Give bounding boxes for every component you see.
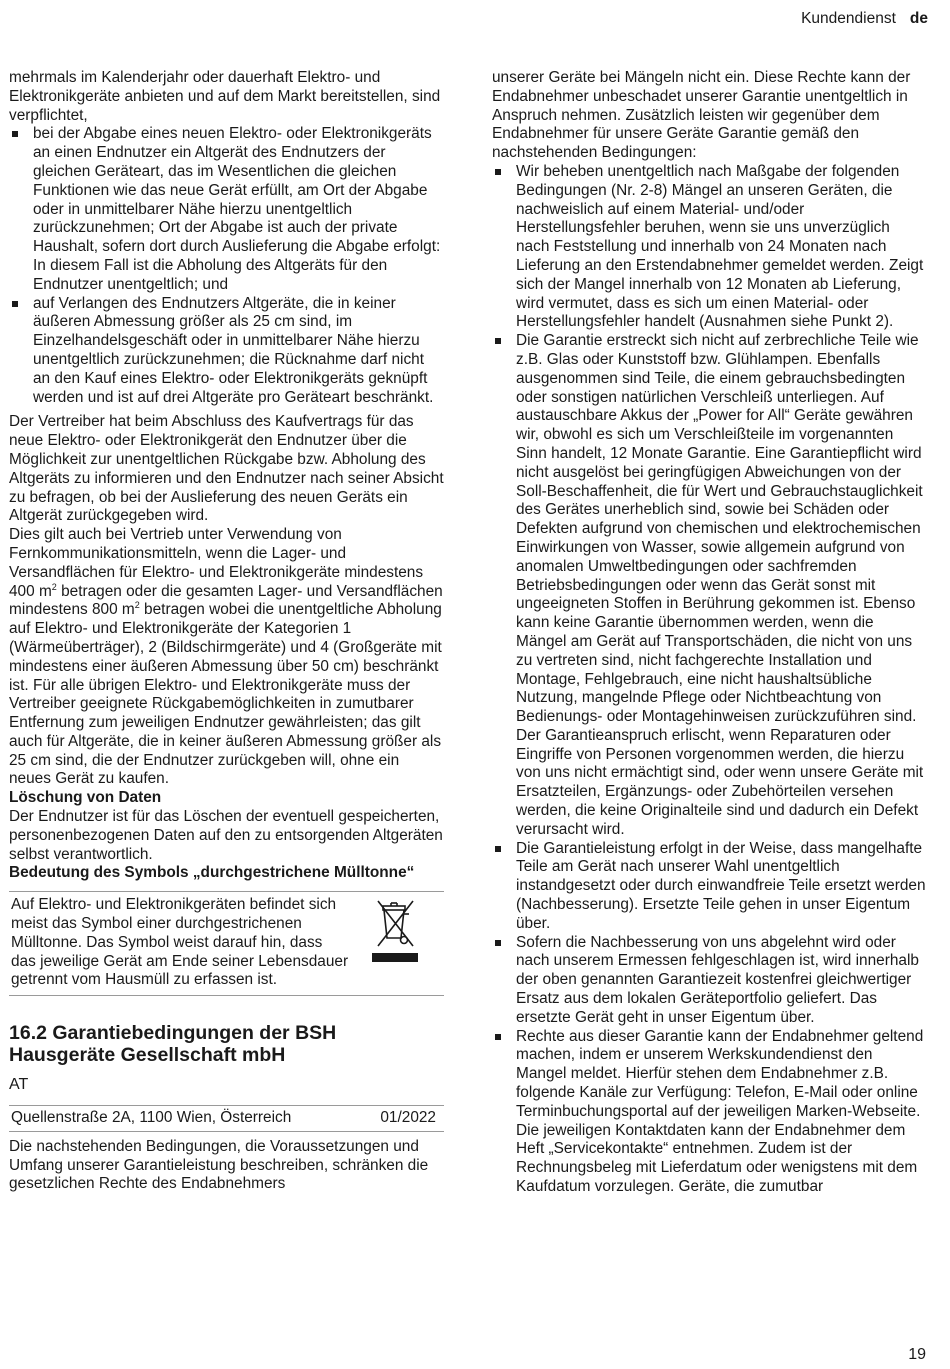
superscript: 2 xyxy=(51,581,57,592)
paragraph-text: betragen wobei die unentgeltliche Abholung auf Elektro- und Elektronikgeräte der Kategorien 1 (Wärmeüberträger), 2 (Bildschirmgeräte) und 4 (Großgeräte mit mindestens einer äußeren Abmessung über 50 cm) beschränkt ist. Für alle übrigen Elektro- und Elektronikgeräte muss der Vertreiber geeignete Rückgabemöglichkeiten in zumutbarer Entfernung zum jeweiligen Endnutzer gewährleisten; das gilt auch für Altgeräte, die in keiner äußeren Abmessung größer als 25 cm sind, die der Endnutzer zurückgeben will, ohne ein neues Gerät zu kaufen. xyxy=(9,601,442,788)
page-number: 19 xyxy=(908,1346,926,1364)
right-column xyxy=(492,69,927,1197)
list-item: auf Verlangen des Endnutzers Altgeräte, die in keiner äußeren Abmessung größer als 25 cm sind, im Einzelhandelsgeschäft oder in unmittelbarer Nähe hierzu unentgeltlich zurückzunehmen; die Rücknahme darf nicht an den Kauf eines Elektro- oder Elektronikgeräts geknüpft werden und ist auf drei Altgeräte pro Geräteart beschränkt. xyxy=(9,295,444,408)
header-language-code: de xyxy=(909,10,928,27)
left-intro-paragraph: mehrmals im Kalenderjahr oder dauerhaft Elektro- und Elektronikgeräte anbieten und auf dem Markt bereitstellen, sind verpflichtet, xyxy=(9,69,441,124)
address-row xyxy=(9,1105,444,1132)
page-header xyxy=(801,10,928,29)
heading-symbol-meaning: Bedeutung des Symbols „durchgestrichene Mülltonne“ xyxy=(9,864,415,882)
right-intro-paragraph: unserer Geräte bei Mängeln nicht ein. Diese Rechte kann der Endabnehmer unbeschadet unserer Garantie unentgeltlich in Anspruch nehmen. Zusätzlich leisten wir gegenüber dem Endabnehmer für unsere Geräte Garantie gemäß den nachstehenden Bedingungen: xyxy=(492,69,911,162)
company-address: Quellenstraße 2A, 1100 Wien, Österreich xyxy=(11,1109,292,1127)
guarantee-intro-paragraph: Die nachstehenden Bedingungen, die Voraussetzungen und Umfang unserer Garantieleistung beschreiben, schränken die gesetzlichen Rechte des Endabnehmers xyxy=(9,1137,429,1193)
paragraph-text: betragen oder die gesamten Lager- und Versandflächen mindestens 800 m xyxy=(9,582,443,619)
list-item: Rechte aus dieser Garantie kann der Endabnehmer geltend machen, indem er unserem Werkskundendienst den Mangel meldet. Hierfür stehen dem Endabnehmer z.B. folgende Kanäle zur Verfügung: Telefon, E-Mail oder online Terminbuchungsportal auf der jeweiligen Marken-Webseite. Die jeweiligen Kontaktdaten kann der Endabnehmer dem Heft „Servicekontakte“ entnehmen. Zudem ist der Rechnungsbeleg mit Lieferdatum oder wenigstens mit dem Kaufdatum vorzulegen. Geräte, die zumutbar xyxy=(492,1028,927,1197)
document-date: 01/2022 xyxy=(380,1109,436,1127)
list-item: Wir beheben unentgeltlich nach Maßgabe der folgenden Bedingungen (Nr. 2-8) Mängel an unseren Geräten, die nachweislich auf einem Material- und/oder Herstellungsfehler beruhen, wenn sie uns unverzüglich nach Feststellung und innerhalb von 24 Monaten nach Lieferung an den Erstendabnehmer gemeldet werden. Zeigt sich der Mangel innerhalb von 12 Monaten ab Lieferung, wird vermutet, dass es sich um einen Material- oder Herstellungsfehler handelt (Ausnahmen siehe Punkt 2). xyxy=(492,163,927,332)
heading-data-deletion: Löschung von Daten xyxy=(9,789,162,807)
guarantee-conditions-list xyxy=(492,163,927,1197)
fernkommunikation-paragraph xyxy=(9,526,444,789)
country-code: AT xyxy=(9,1076,29,1094)
list-item: Sofern die Nachbesserung von uns abgelehnt wird oder nach unserem Ermessen fehlgeschlagen ist, wird innerhalb der oben genannten Garantiezeit kostenfrei gleichwertiger Ersatz aus dem lokalen Geräteportfolio geliefert. Das ersetzte Gerät geht in unser Eigentum über. xyxy=(492,934,927,1028)
header-section-title: Kundendienst xyxy=(801,10,896,27)
section-title: 16.2 Garantiebedingungen der BSH Hausgeräte Gesellschaft mbH xyxy=(9,1022,337,1067)
data-deletion-paragraph: Der Endnutzer ist für das Löschen der eventuell gespeicherten, personenbezogenen Daten auf den zu entsorgenden Altgeräten selbst verantwortlich. xyxy=(9,808,443,863)
list-item: Die Garantieleistung erfolgt in der Weise, dass mangelhafte Teile am Gerät nach unserer Wahl unentgeltlich instandgesetzt oder durch einwandfreie Teile ersetzt werden (Nachbesserung). Ersetzte Teile gehen in unser Eigentum über. xyxy=(492,840,927,934)
list-item: Die Garantie erstreckt sich nicht auf zerbrechliche Teile wie z.B. Glas oder Kunststoff bzw. Glühlampen. Ebenfalls ausgenommen sind Teile, die einem gebrauchsbedingten oder sonstigen natürlichen Verschleiß unterliegen. Auf austauschbare Akkus der „Power for All“ Geräte gewähren wir, obwohl es sich um Verschleißteile im vorgenannten Sinn handelt, 12 Monate Garantie. Eine Garantiepflicht wird nicht ausgelöst bei geringfügigen Abweichungen von der Soll-Beschaffenheit, die für Wert und Gebrauchstauglichkeit des Gerätes unerheblich sind, sowie bei Schäden oder Defekten aufgrund von chemischen und elektrochemischen Einwirkungen von Wasser, sowie allgemein aufgrund von anomalen Umweltbedingungen oder sachfremden Betriebsbedingungen oder wenn das Gerät sonst mit ungeeigneten Stoffen in Berührung gekommen ist. Ebenso kann keine Garantie übernommen werden, wenn die Mängel am Gerät auf Transportschäden, die nicht von uns zu vertreten sind, nicht fachgerechte Installation und Montage, Fehlgebrauch, eine nicht haushaltsübliche Nutzung, mangelnde Pflege oder Nichtbeachtung von Bedienungs- oder Montagehinweisen zurückzuführen sind. Der Garantieanspruch erlischt, wenn Reparaturen oder Eingriffe von Personen vorgenommen werden, die hierzu von uns nicht ermächtigt sind, oder wenn unsere Geräte mit Ersatzteilen, Ergänzungs- oder Zubehörteilen versehen werden, die keine Originalteile sind und dadurch ein Defekt verursacht wird. xyxy=(492,332,927,840)
symbol-underline-bar xyxy=(372,953,418,962)
left-column xyxy=(9,69,444,1194)
symbol-description: Auf Elektro- und Elektronikgeräten befindet sich meist das Symbol einer durchgestrichenen Mülltonne. Das Symbol weist darauf hin, dass das jeweilige Gerät am Ende seiner Lebensdauer getrennt vom Hausmüll zu erfassen ist. xyxy=(11,896,349,989)
left-bullet-list xyxy=(9,125,444,407)
vertreiber-paragraph: Der Vertreiber hat beim Abschluss des Kaufvertrags für das neue Elektro- oder Elektronikgerät den Endnutzer über die Möglichkeit zur unentgeltlichen Rückgabe bzw. Abholung des Altgeräts zu informieren und den Endnutzer nach seiner Absicht zu befragen, ob bei der Auslieferung des neuen Geräts ein Altgerät zurückgegeben wird. xyxy=(9,413,444,525)
symbol-info-box xyxy=(9,891,444,996)
superscript: 2 xyxy=(134,600,140,611)
list-item: bei der Abgabe eines neuen Elektro- oder Elektronikgeräts an einen Endnutzer ein Altgerät des Endnutzers der gleichen Geräteart, das im Wesentlichen die gleichen Funktionen wie das neue Gerät erfüllt, am Ort der Abgabe oder in unmittelbarer Nähe hierzu unentgeltlich zurückzunehmen; Ort der Abgabe ist auch der private Haushalt, sofern dort durch Auslieferung die Abgabe erfolgt: In diesem Fall ist die Abholung des Altgeräts für den Endnutzer unentgeltlich; und xyxy=(9,125,444,294)
paragraph-text: Dies gilt auch bei Vertrieb unter Verwendung von Fernkommunikationsmitteln, wenn die Lager- und Versandflächen für Elektro- und Elektronikgeräte mindestens 400 m xyxy=(9,526,424,600)
crossed-out-wheelie-bin-icon xyxy=(371,898,425,950)
symbol-icon-container xyxy=(351,896,444,990)
